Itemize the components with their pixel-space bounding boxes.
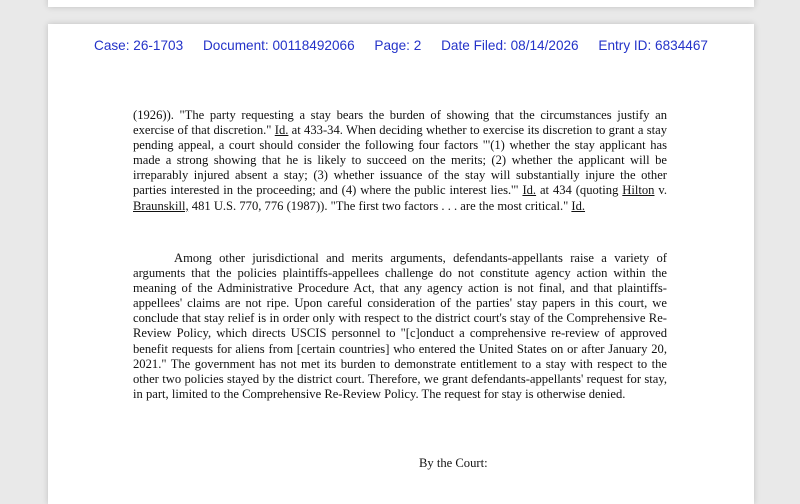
signature-line: By the Court: — [419, 456, 488, 470]
p1-text-5: 481 U.S. 770, 776 (1987)). "The first two factors . . . are the most critical." — [188, 198, 572, 213]
paragraph-1 — [133, 108, 667, 214]
p1-text-4: v. — [654, 183, 668, 198]
previous-page — [48, 0, 754, 7]
entry-id: Entry ID: 6834467 — [598, 38, 708, 53]
p1-text-1: (1926)). "The party requesting a stay bears the burden of showing that the circumstances justify an exercise of that discretion." — [133, 108, 667, 138]
ecf-header — [48, 38, 754, 53]
case-number: Case: 26-1703 — [94, 38, 184, 53]
page-number: Page: 2 — [374, 38, 422, 53]
p1-text-3: at 434 (quoting — [536, 183, 623, 198]
citation-id-3: Id. — [571, 198, 586, 213]
p1-text-2: at 433-34. When deciding whether to exercise its discretion to grant a stay pending appeal, a court should consider the following four factors "'(1) whether the stay applicant has made a strong showing that he is likely to succeed on the merits; (2) whether the applicant will be irreparably injured absent a stay; (3) whether issuance of the stay will substantially injure the other parties interested in the proceeding; and (4) where the public interest lies.'" — [133, 123, 667, 198]
citation-id-2: Id. — [522, 183, 537, 198]
case-name-braunskill: Braunskill, — [133, 198, 189, 213]
document-number: Document: 00118492066 — [202, 38, 355, 53]
date-filed: Date Filed: 08/14/2026 — [441, 38, 579, 53]
citation-id-1: Id. — [274, 123, 289, 138]
paragraph-2: Among other jurisdictional and merits arguments, defendants-appellants raise a variety of arguments that the policies plaintiffs-appellees challenge do not constitute agency action within the meaning of the Administrative Procedure Act, that any agency action is not final, and that plaintiffs-appellees' claims are not ripe. Upon careful consideration of the parties' stay papers in this court, we conclude that stay relief is in order only with respect to the district court's stay of the Comprehensive Re-Review Policy, which directs USCIS personnel to "[c]onduct a comprehensive re-review of approved benefit requests for aliens from [certain countries] who entered the United States on or after January 20, 2021." The government has not met its burden to demonstrate entitlement to a stay with respect to the other two policies stayed by the district court. Therefore, we grant defendants-appellants' request for stay, in part, limited to the Comprehensive Re-Review Policy. The request for stay is otherwise denied. — [133, 251, 667, 401]
case-name-hilton: Hilton — [622, 183, 655, 198]
